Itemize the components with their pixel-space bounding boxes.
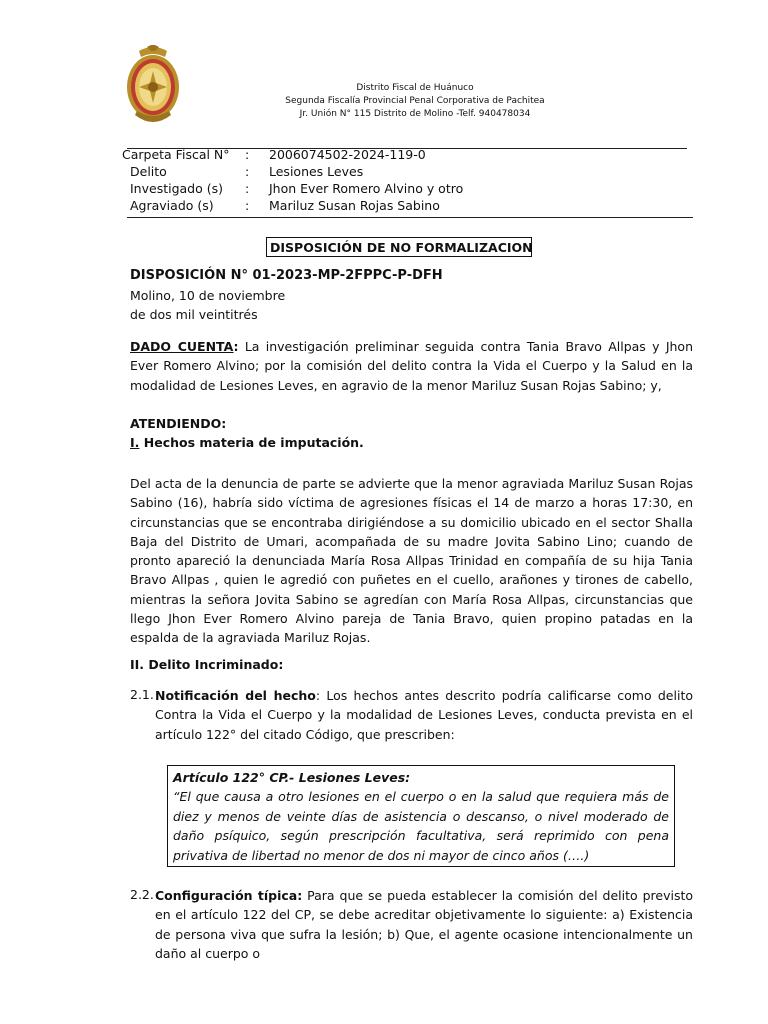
header-district: Distrito Fiscal de Huánuco [356, 83, 474, 93]
item-number: 2.1. [130, 687, 154, 702]
section1-title: Hechos materia de imputación. [139, 435, 364, 450]
case-info-label: Delito [130, 164, 167, 179]
atendiendo-heading: ATENDIENDO: [130, 416, 227, 431]
item-2-1-text: : Los hechos antes descrito podría calificarse como delito Contra la Vida el Cuerpo y la modalidad de Lesiones Leves, conducta prevista en el artículo 122° del citado Código, que prescriben: [155, 688, 693, 742]
case-info-label: Carpeta Fiscal N° [122, 147, 230, 162]
case-info-value: Mariluz Susan Rojas Sabino [269, 198, 440, 213]
date-line: Molino, 10 de noviembre [130, 288, 286, 303]
item-number: 2.2. [130, 887, 154, 902]
date-line: de dos mil veintitrés [130, 307, 258, 322]
case-info-label: Investigado (s) [130, 181, 223, 196]
quote-title: Artículo 122° CP.- Lesiones Leves: [173, 770, 411, 785]
case-info-rule [127, 217, 693, 218]
case-info-label: Agraviado (s) [130, 198, 214, 213]
item-2-1-label: Notificación del hecho [155, 688, 316, 703]
dado-cuenta-text: La investigación preliminar seguida contra Tania Bravo Allpas y Jhon Ever Romero Alvino; por la comisión del delito contra la Vida el Cuerpo y la Salud en la modalidad de Lesiones Leves, en agravio de la menor Mariluz Susan Rojas Sabino; y, [130, 339, 693, 393]
fiscal-crest-logo [125, 45, 181, 129]
case-info-value: Jhon Ever Romero Alvino y otro [269, 181, 464, 196]
item-2-2-label: Configuración típica: [155, 888, 303, 903]
section1-heading [130, 435, 364, 450]
header-office: Segunda Fiscalía Provincial Penal Corporativa de Pachitea [285, 96, 545, 106]
case-info-colon: : [245, 164, 250, 179]
section1-paragraph: Del acta de la denuncia de parte se advierte que la menor agraviada Mariluz Susan Rojas Sabino (16), habría sido víctima de agresiones físicas el 14 de marzo a horas 17:30, en circunstancias que se encontraba dirigiéndose a su domicilio ubicado en el sector Shalla Baja del Distrito de Umari, acompañada de su madre Jovita Sabino Lino; cuando de pronto apareció la denunciada María Rosa Allpas Trinidad en compañía de su hija Tania Bravo Allpas , quien le agredió con puñetes en el cuello, arañones y tirones de cabello, mientras la señora Jovita Sabino se agredían con María Rosa Allpas, circunstancias que llego Jhon Ever Romero Alvino pareja de Tania Bravo, quien propino patadas en la espalda de la agraviada Mariluz Rojas. [130, 476, 693, 646]
case-info-value: Lesiones Leves [269, 164, 364, 179]
section1-numeral: I. [130, 435, 140, 450]
dado-cuenta-colon: : [233, 339, 239, 354]
case-info-colon: : [245, 198, 250, 213]
quote-text: “El que causa a otro lesiones en el cuerpo o en la salud que requiera más de diez y menos de veinte días de asistencia o descanso, o nivel moderado de daño psíquico, según prescripción facultativa, será reprimido con pena privativa de libertad no menor de dos ni mayor de cinco años (….) [173, 789, 669, 863]
section2-heading: II. Delito Incriminado: [130, 657, 284, 672]
item-2-1-paragraph [155, 686, 693, 744]
disposition-number: DISPOSICIÓN N° 01-2023-MP-2FPPC-P-DFH [130, 268, 443, 283]
case-info-colon: : [245, 147, 250, 162]
dado-cuenta-paragraph [130, 337, 693, 395]
document-title: DISPOSICIÓN DE NO FORMALIZACION [266, 237, 532, 257]
header-address: Jr. Unión N° 115 Distrito de Molino -Telf. 940478034 [299, 109, 531, 119]
dado-cuenta-label: DADO CUENTA [130, 339, 234, 354]
legal-article-quote [167, 765, 675, 867]
case-info-value: 2006074502-2024-119-0 [269, 147, 426, 162]
item-2-2-paragraph [155, 886, 693, 963]
case-info-colon: : [245, 181, 250, 196]
item-2-2-text: Para que se pueda establecer la comisión del delito previsto en el artículo 122 del CP, se debe acreditar objetivamente lo siguiente: a) Existencia de persona viva que sufra la lesión; b) Que, el agente ocasione intencionalmente un daño al cuerpo o [155, 888, 693, 961]
